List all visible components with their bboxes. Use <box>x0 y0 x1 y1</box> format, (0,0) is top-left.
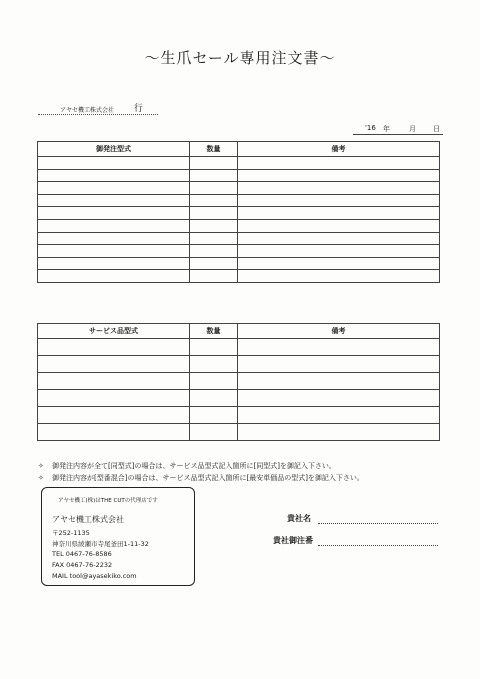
contact-mail: MAIL tool@ayasekiko.com <box>52 572 137 580</box>
service-quantity-cell[interactable] <box>190 373 238 390</box>
header-remarks: 備考 <box>238 142 440 157</box>
service-model-cell[interactable] <box>38 356 190 373</box>
date-year: '16 <box>365 124 376 132</box>
header-service-model: サービス品型式 <box>38 324 190 339</box>
service-quantity-cell[interactable] <box>190 407 238 424</box>
order-quantity-cell[interactable] <box>190 194 238 207</box>
service-table-header <box>38 324 440 339</box>
service-model-cell[interactable] <box>38 373 190 390</box>
order-row <box>38 207 440 220</box>
order-row <box>38 257 440 270</box>
service-quantity-cell[interactable] <box>190 339 238 356</box>
service-model-cell[interactable] <box>38 390 190 407</box>
page-title: ～生爪セール専用注文書～ <box>144 49 336 67</box>
order-model-cell[interactable] <box>38 207 190 220</box>
contact-box <box>41 487 195 586</box>
order-model-cell[interactable] <box>38 182 190 195</box>
service-table <box>37 323 440 441</box>
order-row <box>38 270 440 283</box>
addressee-company: アヤセ機工株式会社 <box>60 107 115 114</box>
order-quantity-cell[interactable] <box>190 157 238 170</box>
date-month-label: 月 <box>409 125 416 133</box>
order-table <box>37 141 440 283</box>
order-quantity-cell[interactable] <box>190 245 238 258</box>
order-row <box>38 157 440 170</box>
order-remarks-cell[interactable] <box>238 232 440 245</box>
company-name-label: 貴社名 <box>287 514 311 523</box>
service-remarks-cell[interactable] <box>238 390 440 407</box>
date-day-label: 日 <box>433 125 440 133</box>
order-row <box>38 232 440 245</box>
order-quantity-cell[interactable] <box>190 257 238 270</box>
date-year-label: 年 <box>383 125 390 133</box>
order-remarks-cell[interactable] <box>238 182 440 195</box>
service-quantity-cell[interactable] <box>190 424 238 441</box>
order-model-cell[interactable] <box>38 232 190 245</box>
header-service-remarks: 備考 <box>238 324 440 339</box>
order-model-cell[interactable] <box>38 157 190 170</box>
service-remarks-cell[interactable] <box>238 339 440 356</box>
order-row <box>38 245 440 258</box>
order-model-cell[interactable] <box>38 257 190 270</box>
header-quantity: 数量 <box>190 142 238 157</box>
order-quantity-cell[interactable] <box>190 219 238 232</box>
order-model-cell[interactable] <box>38 270 190 283</box>
order-model-cell[interactable] <box>38 219 190 232</box>
order-row <box>38 169 440 182</box>
service-row <box>38 339 440 356</box>
service-row <box>38 373 440 390</box>
order-remarks-cell[interactable] <box>238 207 440 220</box>
service-model-cell[interactable] <box>38 424 190 441</box>
order-quantity-cell[interactable] <box>190 182 238 195</box>
order-remarks-cell[interactable] <box>238 157 440 170</box>
diamond-icon: ✧ <box>38 474 44 482</box>
order-model-cell[interactable] <box>38 194 190 207</box>
order-quantity-cell[interactable] <box>190 169 238 182</box>
service-row <box>38 390 440 407</box>
note-1: ✧ 御発注内容が全て[同型式]の場合は、サービス品型式記入箇所に[同型式]を御記入下さい。 <box>38 462 336 470</box>
service-remarks-cell[interactable] <box>238 407 440 424</box>
order-number-line[interactable] <box>318 545 438 546</box>
order-quantity-cell[interactable] <box>190 232 238 245</box>
service-row <box>38 407 440 424</box>
order-row <box>38 219 440 232</box>
addressee-line <box>38 104 158 115</box>
order-number-label: 貴社御注番 <box>273 536 313 545</box>
service-model-cell[interactable] <box>38 339 190 356</box>
service-remarks-cell[interactable] <box>238 373 440 390</box>
contact-company: アヤセ機工株式会社 <box>52 515 124 524</box>
order-remarks-cell[interactable] <box>238 194 440 207</box>
service-quantity-cell[interactable] <box>190 390 238 407</box>
contact-postal: 〒252-1135 <box>52 529 90 537</box>
header-model: 御発注型式 <box>38 142 190 157</box>
service-row <box>38 356 440 373</box>
service-row <box>38 424 440 441</box>
note-2: ✧ 御発注内容が[型番混合]の場合は、サービス品型式記入箇所に[最安単価品の型式]を御記入下さい。 <box>38 474 364 482</box>
order-remarks-cell[interactable] <box>238 270 440 283</box>
order-remarks-cell[interactable] <box>238 169 440 182</box>
order-row <box>38 194 440 207</box>
order-model-cell[interactable] <box>38 245 190 258</box>
service-quantity-cell[interactable] <box>190 356 238 373</box>
header-service-quantity: 数量 <box>190 324 238 339</box>
order-quantity-cell[interactable] <box>190 207 238 220</box>
date-line <box>353 124 443 135</box>
contact-fax: FAX 0467-76-2232 <box>52 561 113 569</box>
diamond-icon: ✧ <box>38 462 44 470</box>
order-model-cell[interactable] <box>38 169 190 182</box>
contact-address: 神奈川県綾瀬市寺尾釜田1-11-32 <box>52 540 149 548</box>
order-remarks-cell[interactable] <box>238 219 440 232</box>
order-quantity-cell[interactable] <box>190 270 238 283</box>
order-table-header <box>38 142 440 157</box>
order-row <box>38 182 440 195</box>
contact-tel: TEL 0467-76-8586 <box>52 550 112 558</box>
company-name-line[interactable] <box>318 523 438 524</box>
addressee-suffix: 行 <box>134 104 144 114</box>
order-remarks-cell[interactable] <box>238 245 440 258</box>
service-model-cell[interactable] <box>38 407 190 424</box>
service-remarks-cell[interactable] <box>238 424 440 441</box>
order-remarks-cell[interactable] <box>238 257 440 270</box>
service-remarks-cell[interactable] <box>238 356 440 373</box>
contact-tagline: アヤセ機工(株)はTHE CUTの代理店です <box>58 498 158 504</box>
